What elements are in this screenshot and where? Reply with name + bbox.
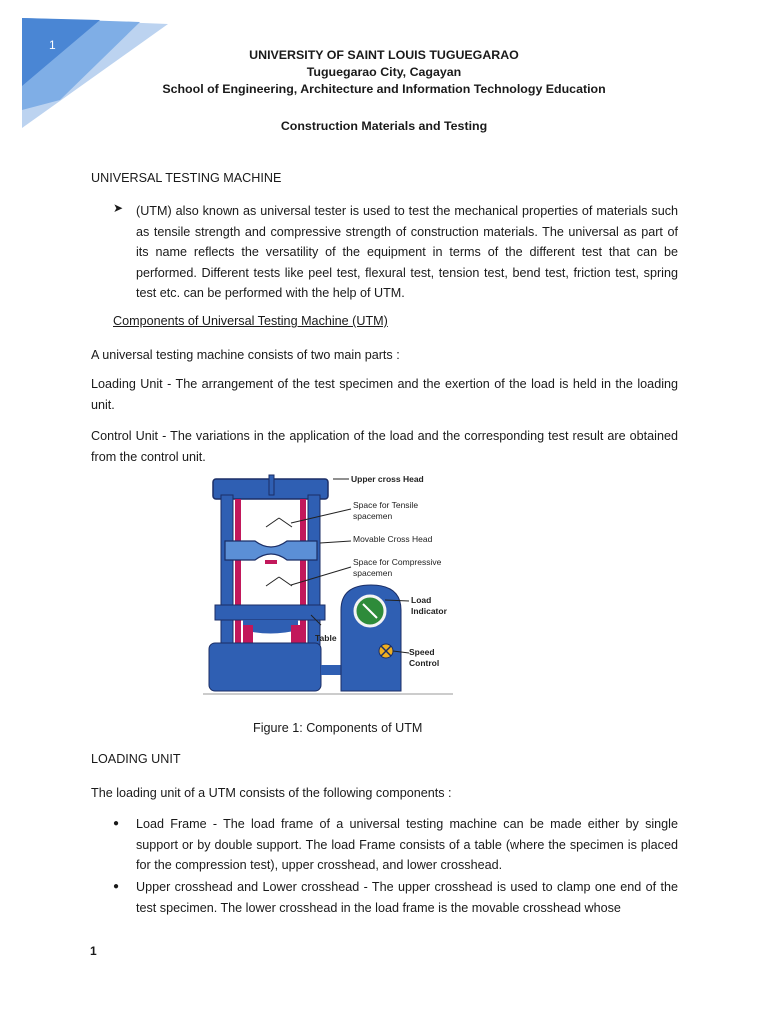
two-parts-text: A universal testing machine consists of two main parts : [91, 348, 400, 362]
label-compressive-2: spacemen [353, 568, 393, 578]
loading-unit-intro: The loading unit of a UTM consists of the following components : [91, 786, 452, 800]
label-tensile-1: Space for Tensile [353, 500, 419, 510]
control-unit-text: Control Unit - The variations in the application of the load and the corresponding test result are obtained from the control unit. [91, 429, 678, 464]
city-line: Tuguegarao City, Cagayan [306, 65, 462, 79]
label-load-2: Indicator [411, 606, 447, 616]
label-speed-1: Speed [409, 647, 435, 657]
label-load-1: Load [411, 595, 432, 605]
bullet-load-frame: Load Frame - The load frame of a universal testing machine can be made either by single support or by double support. The load Frame consists of a table (where the specimen is placed for the compression test), upper crosshead, and lower crosshead. [136, 817, 678, 872]
utm-figure [203, 465, 453, 695]
bullet-dot-icon: ● [113, 881, 120, 892]
bullet-crosshead: Upper crosshead and Lower crosshead - The upper crosshead is used to clamp one end of the test specimen. The lower crosshead in the load frame is the movable crosshead whose [136, 880, 678, 915]
label-upper-cross-head: Upper cross Head [351, 474, 424, 484]
section-title: UNIVERSAL TESTING MACHINE [91, 171, 282, 185]
label-compressive-1: Space for Compressive [353, 557, 442, 567]
bullet-dot-icon: ● [113, 818, 120, 829]
label-table: Table [315, 633, 337, 643]
label-speed-2: Control [409, 658, 440, 668]
label-movable: Movable Cross Head [353, 534, 433, 544]
figure-caption: Figure 1: Components of UTM [253, 721, 423, 735]
movable-crosshead [225, 541, 317, 560]
loading-unit-text: Loading Unit - The arrangement of the test specimen and the exertion of the load is held in the loading unit. [91, 377, 678, 412]
table [215, 605, 325, 620]
label-tensile-2: spacemen [353, 511, 393, 521]
utm-paragraph: (UTM) also known as universal tester is used to test the mechanical properties of materials such as tensile strength and compressive strength of construction materials. The universal as part of its name reflects the versatility of the equipment in terms of the different test that can be performed. Different tests like peel test, flexural test, tension test, bend test, friction test, spring test etc. can be performed with the help of UTM. [136, 204, 678, 300]
university-name: UNIVERSITY OF SAINT LOUIS TUGUEGARAO [249, 48, 519, 62]
components-heading: Components of Universal Testing Machine (UTM) [113, 314, 388, 328]
arrow-bullet-icon: ➤ [113, 201, 124, 215]
school-line: School of Engineering, Architecture and Information Technology Education [162, 82, 606, 96]
page-badge: 1 [49, 38, 56, 52]
course-title: Construction Materials and Testing [280, 119, 488, 133]
loading-unit-heading: LOADING UNIT [91, 752, 181, 766]
footer-page-number: 1 [90, 944, 97, 958]
